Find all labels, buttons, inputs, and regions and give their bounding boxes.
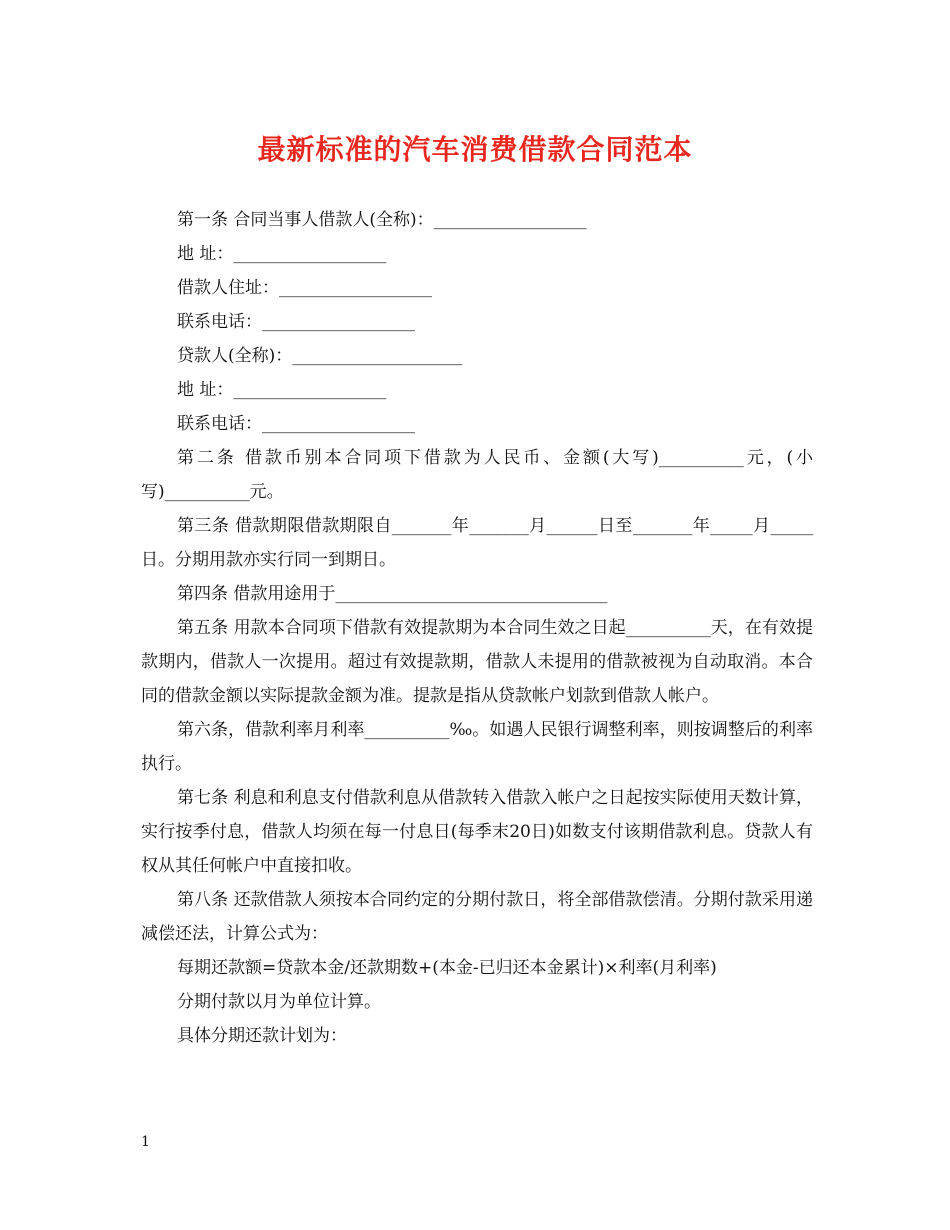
repayment-plan-heading: 具体分期还款计划为： — [177, 1026, 347, 1046]
lender-phone: 联系电话：__________________ — [177, 414, 415, 434]
clause-3-loan-term: 第三条 借款期限借款期限自_______年_______月______日至_______年_____月_____日。分期用款亦实行同一到期日。 — [141, 516, 813, 570]
clause-5-withdrawal: 第五条 用款本合同项下借款有效提款期为本合同生效之日起__________天，在有效提款期内，借款人一次提用。超过有效提款期，借款人未提用的借款被视为自动取消。本合同的借款金额以实际提款金额为准。提款是指从贷款帐户划款到借款人帐户。 — [141, 618, 813, 706]
clause-8-repayment: 第八条 还款借款人须按本合同约定的分期付款日，将全部借款偿清。分期付款采用递减偿还法，计算公式为： — [141, 890, 813, 944]
clause-4-loan-purpose: 第四条 借款用途用于________________________________ — [177, 584, 608, 604]
borrower-residence: 借款人住址：__________________ — [177, 278, 432, 298]
clause-7-interest-payment: 第七条 利息和利息支付借款利息从借款转入借款入帐户之日起按实际使用天数计算，实行按季付息，借款人均须在每一付息日(每季末20日)如数支付该期借款利息。贷款人有权从其任何帐户中直接扣收。 — [141, 788, 813, 876]
repayment-formula: 每期还款额=贷款本金/还款期数+(本金-已归还本金累计)×利率(月利率) — [177, 958, 717, 978]
borrower-phone: 联系电话：__________________ — [177, 312, 415, 332]
document-title: 最新标准的汽车消费借款合同范本 — [257, 133, 693, 166]
document-body — [141, 203, 813, 1053]
borrower-address: 地 址：__________________ — [177, 244, 387, 264]
lender-name: 贷款人(全称)：____________________ — [177, 346, 463, 366]
clause-2-currency-amount: 第二条 借款币别本合同项下借款为人民币、金额(大写)__________元，(小写)__________元。 — [141, 448, 813, 502]
clause-6-interest-rate: 第六条，借款利率月利率__________‰。如遇人民银行调整利率，则按调整后的利率执行。 — [141, 720, 813, 774]
installment-unit: 分期付款以月为单位计算。 — [177, 992, 381, 1012]
clause-1-borrower-name: 第一条 合同当事人借款人(全称)：__________________ — [177, 210, 587, 230]
lender-address: 地 址：__________________ — [177, 380, 387, 400]
page-number: 1 — [141, 1134, 150, 1150]
